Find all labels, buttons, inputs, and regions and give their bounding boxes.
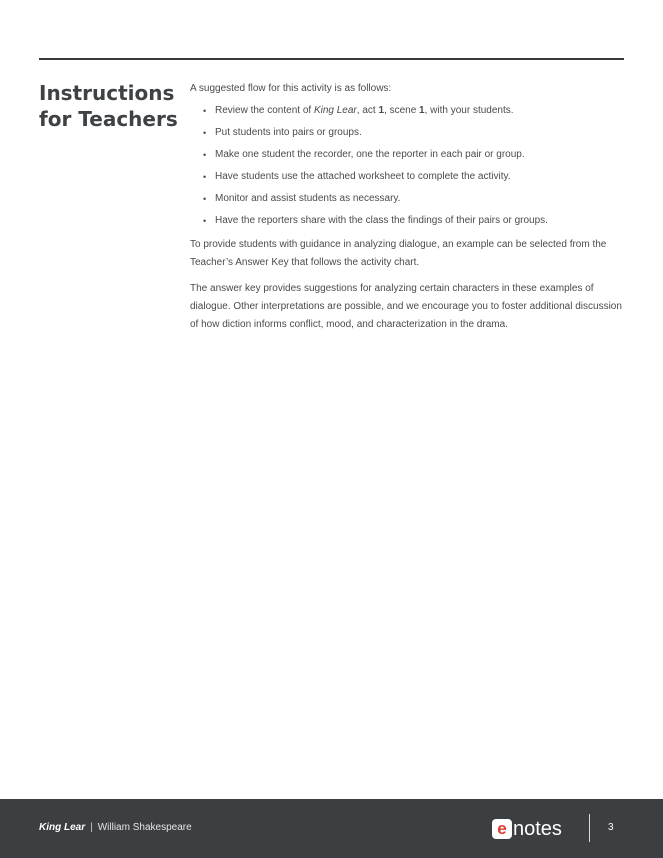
- list-item: [190, 168, 625, 186]
- activity-flow-list: [190, 102, 625, 230]
- flow-text: Put students into pairs or groups.: [215, 127, 362, 138]
- bullet-icon: •: [203, 216, 207, 226]
- page-footer: [0, 799, 663, 858]
- flow-text: Monitor and assist students as necessary.: [215, 193, 401, 204]
- list-item: [190, 190, 625, 208]
- footer-author: William Shakespeare: [97, 822, 192, 833]
- footer-divider: [589, 814, 590, 842]
- answer-key-paragraph: The answer key provides suggestions for analyzing certain characters in these examples of dialogue. Other interpretations are possible, and we encourage you to foster additional discussion of how diction informs conflict, mood, and characterization in the drama.: [190, 283, 622, 330]
- flow-text: Have the reporters share with the class the findings of their pairs or groups.: [215, 215, 548, 226]
- list-item: [190, 124, 625, 142]
- page-number: 3: [608, 822, 614, 833]
- scene-number: 1: [419, 105, 425, 116]
- flow-text-after: , with your students.: [424, 105, 514, 116]
- flow-text-before: Review the content of: [215, 105, 314, 116]
- book-title: King Lear: [313, 105, 357, 116]
- guidance-paragraph: To provide students with guidance in analyzing dialogue, an example can be selected from the Teacher’s Answer Key that follows the activity chart.: [190, 239, 607, 268]
- flow-text: Have students use the attached worksheet to complete the activity.: [215, 171, 511, 182]
- bullet-icon: •: [203, 172, 207, 182]
- list-item: [190, 102, 625, 120]
- bullet-icon: •: [203, 106, 207, 116]
- heading-line-2: for Teachers: [39, 107, 178, 131]
- flow-text-act-label: , act: [356, 105, 379, 116]
- enotes-logo[interactable]: [492, 817, 562, 841]
- heading-line-1: Instructions: [39, 81, 175, 105]
- section-heading: [39, 80, 179, 132]
- top-divider: [39, 58, 624, 60]
- bullet-icon: •: [203, 128, 207, 138]
- logo-wordmark: notes: [513, 818, 562, 840]
- bullet-icon: •: [203, 194, 207, 204]
- footer-separator: |: [90, 822, 93, 833]
- enotes-logo-icon: [492, 819, 512, 839]
- act-number: 1: [378, 105, 385, 116]
- bullet-icon: •: [203, 150, 207, 160]
- intro-text: A suggested flow for this activity is as follows:: [190, 83, 392, 94]
- instructions-body: [190, 80, 625, 342]
- footer-book-title: King Lear: [39, 822, 86, 833]
- list-item: [190, 146, 625, 164]
- list-item: [190, 212, 625, 230]
- footer-book-info: [39, 821, 192, 835]
- flow-text-scene-label: , scene: [384, 105, 420, 116]
- flow-text: Make one student the recorder, one the reporter in each pair or group.: [215, 149, 525, 160]
- logo-letter: e: [497, 819, 507, 838]
